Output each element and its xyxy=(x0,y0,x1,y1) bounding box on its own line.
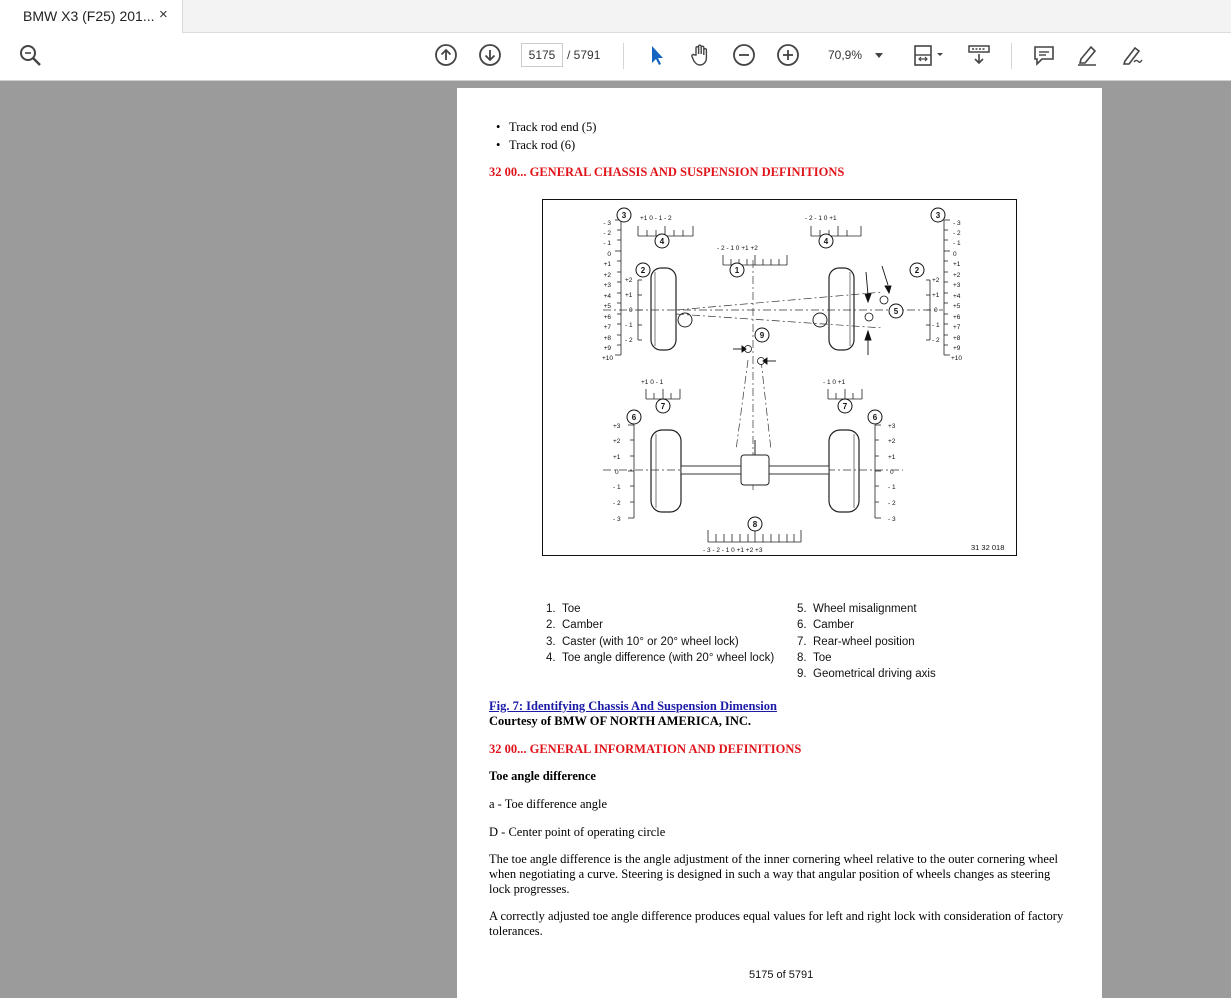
legend-right xyxy=(797,601,936,682)
tick-label: +7 xyxy=(953,324,961,331)
tick-label: - 2 xyxy=(953,230,961,237)
tick-label: 0 xyxy=(629,307,633,314)
tick-label: +2 xyxy=(613,438,621,445)
subheading: Toe angle difference xyxy=(489,769,596,783)
front-right-hub xyxy=(813,313,827,327)
tick-label: 0 xyxy=(615,469,619,476)
callout-9: 9 xyxy=(759,331,765,340)
tick-label: 0 xyxy=(934,307,938,314)
callout-6: 6 xyxy=(872,413,878,422)
tick-label: - 1 xyxy=(932,322,940,329)
tick-label: - 2 xyxy=(603,230,611,237)
page-number-input[interactable]: 5175 xyxy=(521,43,563,67)
definition-d: D - Center point of operating circle xyxy=(489,825,666,839)
tick-label: - 2 xyxy=(613,500,621,507)
tick-label: +6 xyxy=(603,314,611,321)
tick-label: +3 xyxy=(953,282,961,289)
scale-caster-left-labels xyxy=(602,220,613,362)
front-left-hub xyxy=(678,313,692,327)
tick-label: +2 xyxy=(953,272,961,279)
tick-label: - 2 xyxy=(932,337,940,344)
section-heading: 32 00... GENERAL CHASSIS AND SUSPENSION DEFINITIONS xyxy=(489,165,845,179)
callout-2: 2 xyxy=(914,266,920,275)
tick-label: +8 xyxy=(603,335,611,342)
tab-bar xyxy=(0,0,1231,33)
zoom-select[interactable] xyxy=(820,43,892,67)
tick-label: +1 xyxy=(613,454,621,461)
close-icon[interactable]: × xyxy=(159,6,168,23)
tick-label: +1 xyxy=(932,292,940,299)
scale-1: - 2 - 1 0 +1 +2 xyxy=(717,245,758,252)
tick-label: - 3 xyxy=(603,220,611,227)
document-tab[interactable] xyxy=(0,0,183,33)
tab-title: BMW X3 (F25) 201... xyxy=(23,8,155,24)
legend-item: 3. Caster (with 10° or 20° wheel lock) xyxy=(546,635,739,648)
rear-axle-left xyxy=(681,466,741,474)
tick-label: 0 xyxy=(890,469,894,476)
tick-label: - 1 xyxy=(888,484,896,491)
callout-4: 4 xyxy=(659,237,665,246)
scale-8: - 3 - 2 - 1 0 +1 +2 +3 xyxy=(703,547,763,554)
tick-label: - 1 xyxy=(613,484,621,491)
callout-3: 3 xyxy=(935,211,941,220)
tick-label: - 2 xyxy=(625,337,633,344)
toolbar-divider xyxy=(1011,43,1012,69)
paragraph: A correctly adjusted toe angle difference produces equal values for left and right lock with consideration of factory tolerances. xyxy=(489,909,1064,938)
tick-label: +3 xyxy=(888,423,896,430)
tick-label: +10 xyxy=(601,355,613,362)
select-cursor-icon[interactable] xyxy=(643,41,671,69)
tick-label: - 1 xyxy=(625,322,633,329)
legend-item: 5. Wheel misalignment xyxy=(797,603,917,615)
list-item: • Track rod (6) xyxy=(509,138,575,153)
tick-label: +9 xyxy=(953,345,961,352)
tick-label: +6 xyxy=(953,314,961,321)
legend-item: 4. Toe angle difference (with 20° wheel lock) xyxy=(546,651,775,664)
callout-7: 7 xyxy=(842,402,848,411)
tick-label: +4 xyxy=(603,293,611,300)
legend-left xyxy=(546,601,774,666)
figure-caption-link[interactable]: Fig. 7: Identifying Chassis And Suspension Dimension xyxy=(489,699,777,713)
tick-label: - 3 xyxy=(613,516,621,523)
page-up-icon[interactable] xyxy=(432,41,460,69)
tick-label: +9 xyxy=(603,345,611,352)
callout-2: 2 xyxy=(640,266,646,275)
sign-icon[interactable] xyxy=(1118,41,1146,69)
differential xyxy=(741,455,769,485)
callout-6: 6 xyxy=(631,413,637,422)
callout-3: 3 xyxy=(621,211,627,220)
scroll-icon[interactable] xyxy=(965,41,993,69)
tick-label: - 2 xyxy=(888,500,896,507)
page-total: / 5791 xyxy=(567,48,601,62)
legend-item: 7. Rear-wheel position xyxy=(797,635,915,648)
legend-item: 1. Toe xyxy=(546,603,581,615)
legend-item: 6. Camber xyxy=(797,619,854,632)
toolbar-divider xyxy=(623,43,624,69)
tick-label: +1 xyxy=(888,454,896,461)
tick-label: +7 xyxy=(603,324,611,331)
tick-label: +10 xyxy=(951,355,963,362)
comment-icon[interactable] xyxy=(1030,41,1058,69)
callout-7: 7 xyxy=(660,402,666,411)
section-heading: 32 00... GENERAL INFORMATION AND DEFINITIONS xyxy=(489,742,802,756)
tick-label: +3 xyxy=(613,423,621,430)
scale-caster-right-labels xyxy=(951,220,962,362)
fit-page-icon[interactable] xyxy=(909,41,947,69)
tick-label: +3 xyxy=(603,282,611,289)
legend-item: 8. Toe xyxy=(797,651,832,664)
rear-axle-right xyxy=(769,466,829,474)
scale-caster-right xyxy=(944,220,950,355)
callout-4: 4 xyxy=(823,237,829,246)
document-page xyxy=(457,88,1102,998)
legend-item: 9. Geometrical driving axis xyxy=(797,668,936,681)
tick-label: +8 xyxy=(953,335,961,342)
tick-label: +5 xyxy=(603,303,611,310)
tick-label: - 1 xyxy=(603,240,611,247)
callout-5: 5 xyxy=(893,307,899,316)
tick-label: +1 xyxy=(603,261,611,268)
hand-icon[interactable] xyxy=(686,41,714,69)
search-icon[interactable] xyxy=(16,41,44,69)
tick-label: 0 xyxy=(953,251,957,258)
legend-item: 2. Camber xyxy=(546,619,603,632)
tick-label: +2 xyxy=(888,438,896,445)
tick-label: - 3 xyxy=(888,516,896,523)
paragraph: The toe angle difference is the angle adjustment of the inner cornering wheel relative to the outer cornering wheel when negotiating a curve. Steering is designed in such a way that angular position of wheels changes as steering lock progresses. xyxy=(489,852,1058,896)
zoom-in-icon[interactable] xyxy=(774,41,802,69)
rear-right-wheel xyxy=(829,430,859,512)
chevron-down-icon xyxy=(875,53,883,58)
callout-8: 8 xyxy=(752,520,758,529)
callout-1: 1 xyxy=(734,266,740,275)
tick-label: +5 xyxy=(953,303,961,310)
highlight-icon[interactable] xyxy=(1073,41,1101,69)
scale-7-left: +1 0 - 1 xyxy=(641,379,664,386)
page-footer: 5175 of 5791 xyxy=(749,969,814,981)
tick-label: +2 xyxy=(603,272,611,279)
zoom-out-icon[interactable] xyxy=(730,41,758,69)
tick-label: +4 xyxy=(953,293,961,300)
tick-label: +1 xyxy=(625,292,633,299)
tick-label: - 1 xyxy=(953,240,961,247)
suspension-diagram xyxy=(542,199,1017,556)
tick-label: +2 xyxy=(932,277,940,284)
tick-label: 0 xyxy=(607,251,611,258)
scale-4-left: +1 0 - 1 - 2 xyxy=(640,215,672,222)
figure-code: 31 32 018 xyxy=(971,543,1005,552)
toolbar xyxy=(0,33,1231,81)
tick-label: +2 xyxy=(625,277,633,284)
scale-7-right: - 1 0 +1 xyxy=(823,379,846,386)
definition-a: a - Toe difference angle xyxy=(489,797,608,811)
tick-label: +1 xyxy=(953,261,961,268)
scale-caster-left xyxy=(615,220,621,355)
scale-4-right: - 2 - 1 0 +1 xyxy=(805,215,837,222)
list-item: • Track rod end (5) xyxy=(509,120,596,135)
courtesy-text: Courtesy of BMW OF NORTH AMERICA, INC. xyxy=(489,714,752,728)
tick-label: - 3 xyxy=(953,220,961,227)
zoom-value: 70,9% xyxy=(828,48,863,62)
page-down-icon[interactable] xyxy=(476,41,504,69)
rear-left-wheel xyxy=(651,430,681,512)
